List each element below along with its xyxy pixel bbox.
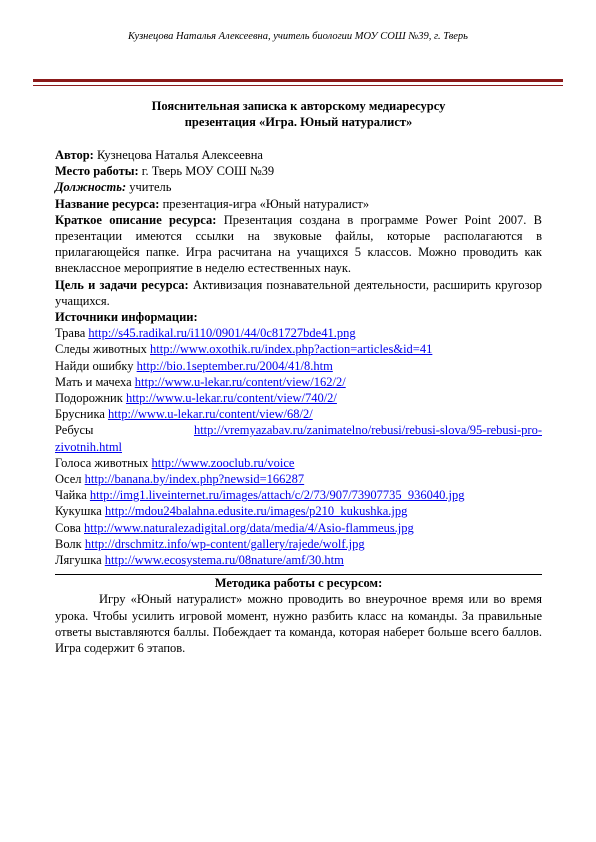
source-name: Подорожник [55, 391, 126, 406]
source-name: Брусника [55, 407, 108, 422]
method-title: Методика работы с ресурсом: [214, 576, 383, 591]
source-item [55, 455, 542, 471]
source-name: Следы животных [55, 342, 150, 357]
source-name: Найди ошибку [55, 358, 137, 373]
title-line-1: Пояснительная записка к авторскому медиаресурсу [151, 99, 446, 113]
source-item [55, 503, 542, 519]
source-name: Лягушка [55, 553, 105, 568]
source-link[interactable]: http://www.oxothik.ru/index.php?action=articles&id=41 [150, 342, 433, 357]
goals-value: Активизация познавательной деятельности, расширить кругозор учащихся. [55, 277, 543, 308]
header-rule-thin [33, 85, 563, 86]
resource-row [55, 196, 542, 212]
source-link[interactable]: zivotnih.html [55, 439, 123, 454]
source-item [55, 390, 542, 406]
source-link[interactable]: http://img1.liveinternet.ru/images/attach/c/2/73/907/73907735_936040.jpg [89, 488, 465, 503]
source-name: Мать и мачеха [55, 374, 135, 389]
description-row [55, 212, 542, 277]
workplace-row [55, 163, 542, 179]
source-link[interactable]: http://www.ecosystema.ru/08nature/amf/30.htm [104, 553, 344, 568]
source-item [55, 552, 542, 568]
source-link[interactable]: http://www.u-lekar.ru/content/view/68/2/ [108, 407, 313, 422]
source-item [55, 487, 542, 503]
description-value: Презентация создана в программе Power Point 2007. В презентации имеются ссылки на звуковые файлы, которые располагаются в прилагающейся папке. Игра расчитана на учащихся 5 классов. Можно проводить как внеклассное мероприятие в неделю естественных наук. [55, 212, 542, 276]
source-name: Кукушка [55, 504, 105, 519]
header-rule-thick [33, 79, 563, 82]
workplace-value: г. Тверь МОУ СОШ №39 [138, 164, 275, 179]
source-name: Голоса животных [55, 455, 152, 470]
goals-label: Цель и задачи ресурса: [55, 277, 189, 292]
resource-label: Название ресурса: [55, 196, 160, 211]
author-label: Автор: [55, 148, 94, 162]
source-name: Осел [55, 472, 85, 487]
sources-label: Источники информации: [55, 310, 198, 325]
source-item [55, 374, 542, 390]
source-item-rebus-cont [55, 439, 542, 455]
position-row [55, 179, 542, 195]
source-link[interactable]: http://banana.by/index.php?newsid=166287 [84, 472, 305, 487]
source-item [55, 325, 542, 341]
source-item [55, 536, 542, 552]
source-link[interactable]: http://www.naturalezadigital.org/data/media/4/Asio-flammeus.jpg [84, 520, 414, 535]
source-link[interactable]: http://mdou24balahna.edusite.ru/images/p210_kukushka.jpg [104, 504, 408, 519]
source-item-rebus [55, 422, 542, 438]
source-link[interactable]: http://vremyazabav.ru/zanimatelno/rebusi/rebusi-slova/95-rebusi-pro- [193, 423, 542, 438]
source-item [55, 471, 542, 487]
title-line-2: презентация «Игра. Юный натуралист» [184, 115, 413, 129]
position-value: учитель [126, 180, 172, 195]
source-link[interactable]: http://www.u-lekar.ru/content/view/162/2/ [134, 374, 346, 389]
source-link[interactable]: http://s45.radikal.ru/i110/0901/44/0c81727bde41.png [88, 326, 356, 341]
source-item [55, 406, 542, 422]
source-name: Ребусы [55, 423, 94, 438]
page-header: Кузнецова Наталья Алексеевна, учитель биологии МОУ СОШ №39, г. Тверь [128, 31, 468, 42]
source-name: Трава [55, 326, 89, 341]
source-link[interactable]: http://drschmitz.info/wp-content/gallery/rajede/wolf.jpg [84, 536, 365, 551]
resource-value: презентация-игра «Юный натуралист» [159, 196, 370, 211]
source-name: Сова [55, 520, 84, 535]
goals-row [55, 277, 542, 309]
document-title [55, 98, 542, 130]
document-body [55, 147, 542, 656]
source-link[interactable]: http://www.zooclub.ru/voice [151, 455, 295, 470]
source-name: Волк [55, 536, 85, 551]
method-text: Игру «Юный натуралист» можно проводить во внеурочное время или во время урока. Чтобы усилить игровой момент, нужно разбить класс на команды. За правильные ответы выставляются баллы. Побеждает та команда, которая наберет больше всего баллов. Игра содержит 6 этапов. [55, 592, 542, 656]
source-link[interactable]: http://www.u-lekar.ru/content/view/740/2/ [125, 391, 337, 406]
source-item [55, 358, 542, 374]
source-name: Чайка [55, 488, 90, 503]
author-row [55, 147, 542, 163]
author-value: Кузнецова Наталья Алексеевна [93, 148, 263, 162]
source-link[interactable]: http://bio.1september.ru/2004/41/8.htm [136, 358, 333, 373]
source-item [55, 341, 542, 357]
source-item [55, 520, 542, 536]
position-label: Должность: [55, 180, 127, 195]
sources-heading [55, 309, 542, 325]
description-label: Краткое описание ресурса: [55, 212, 217, 227]
workplace-label: Место работы: [55, 164, 139, 179]
